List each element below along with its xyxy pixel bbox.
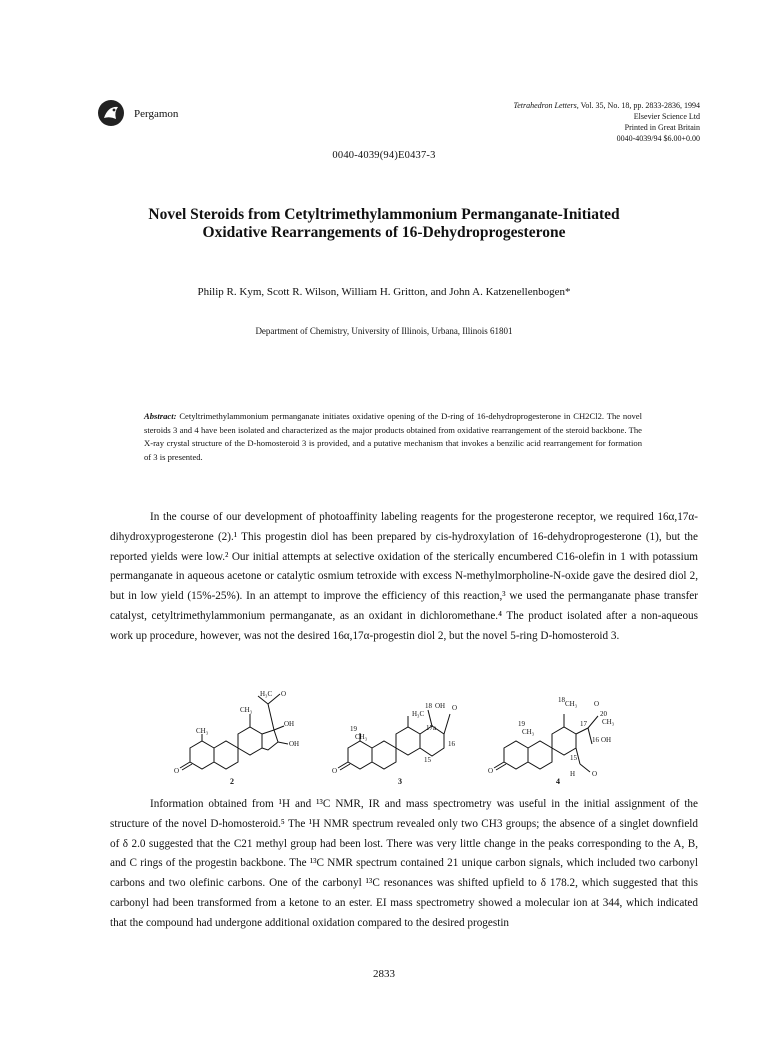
journal-citation [514, 100, 700, 111]
s2-o: O [281, 690, 287, 698]
body-paragraph-2 [110, 795, 698, 934]
abstract-label: Abstract: [144, 411, 177, 421]
s3-19: 19 [350, 725, 357, 733]
s3-17a: 17a [426, 724, 437, 732]
s4-18: 18 [558, 696, 565, 704]
s4-ch3b: CH₃ [522, 728, 535, 736]
publisher-line: Elsevier Science Ltd [633, 112, 700, 121]
paper-title [60, 206, 708, 242]
publisher-name: Pergamon [134, 108, 179, 120]
doi-code: 0040-4039(94)E0437-3 [332, 150, 436, 161]
s4-17: 17 [580, 720, 587, 728]
compound-label-3: 3 [398, 777, 402, 786]
chemical-structures-figure [160, 676, 630, 788]
s3-16: 16 [448, 740, 455, 748]
s3-o: O [452, 704, 458, 712]
carbonyl-o-3: O [332, 767, 338, 775]
carbonyl-o-4: O [488, 767, 494, 775]
compound-label-4: 4 [556, 777, 560, 786]
title-line-1: Novel Steroids from Cetyltrimethylammonium Permanganate-Initiated [148, 206, 620, 223]
s4-19: 19 [518, 720, 525, 728]
journal-meta [514, 100, 700, 144]
s3-oh: OH [435, 702, 446, 710]
s2-ch3: CH₃ [240, 706, 253, 714]
journal-volume: Vol. 35, No. 18, pp. 2833-2836, 1994 [578, 101, 700, 110]
title-line-2: Oxidative Rearrangements of 16-Dehydroprogesterone [202, 224, 566, 241]
printed-line: Printed in Great Britain [624, 123, 700, 132]
page-number: 2833 [373, 968, 395, 980]
s4-16: 16 [592, 736, 599, 744]
carbonyl-o-2: O [174, 767, 180, 775]
abstract [144, 410, 642, 464]
issn-price-line: 0040-4039/94 $6.00+0.00 [616, 134, 700, 143]
s4-o: O [594, 700, 600, 708]
s3-h3c: H₃C [412, 710, 425, 718]
s4-15: 15 [570, 754, 577, 762]
s4-ch3c: CH₃ [602, 718, 615, 726]
pergamon-logo [96, 98, 126, 128]
compound-label-2: 2 [230, 777, 234, 786]
s4-h: H [570, 770, 576, 778]
s2-h3c: H₃C [260, 690, 273, 698]
s4-oh: OH [601, 736, 612, 744]
paragraph-text: In the course of our development of photoaffinity labeling reagents for the progesterone receptor, we required 16α,17α-dihydroxyprogesterone (2).¹ This progestin diol has been prepared by cis-hydroxylation of 16-dehydroprogesterone (1), but the reported yields were low.² Our initial attempts at selective oxidation of the sterically encumbered C16-olefin in 1 with potassium permanganate in aqueous acetone or catalytic osmium tetroxide with excess N-methylmorpholine-N-oxide gave the desired diol 2, but in low yield (15%-25%). In an attempt to improve the efficiency of this reaction,³ we used the permanganate phase transfer catalyst, cetyltrimethylammonium permanganate, as an oxidant in dichloromethane.⁴ The product isolated after a non-aqueous work up procedure, however, was not the desired 16α,17α-progestin diol 2, but the novel 5-ring D-homosteroid 3. [110, 511, 698, 642]
s2-ch3b: CH₃ [196, 727, 209, 735]
s3-ch3: CH₃ [355, 733, 368, 741]
s4-o2: O [592, 770, 598, 778]
s2-oh2: OH [289, 740, 300, 748]
journal-name: Tetrahedron Letters, [513, 101, 579, 110]
paragraph-text: Information obtained from ¹H and ¹³C NMR, IR and mass spectrometry was useful in the initial assignment of the structure of the novel D-homosteroid.⁵ The ¹H NMR spectrum revealed only two CH3 groups; the absence of a singlet downfield of δ 2.0 suggested that the C21 methyl group had been lost. There was very little change in the peaks corresponding to the A, B, and C rings of the progestin backbone. The ¹³C NMR spectrum contained 21 unique carbon signals, which included two carbonyl carbons and two olefinic carbons. One of the carbonyl ¹³C resonances was shifted upfield to δ 178.2, which suggested that this carbonyl had been transformed from a ketone to an ester. EI mass spectrometry showed a molecular ion at 344, which indicated that the compound had undergone additional oxidation compared to the desired progestin [110, 798, 698, 929]
s4-20: 20 [600, 710, 607, 718]
affiliation: Department of Chemistry, University of Illinois, Urbana, Illinois 61801 [255, 326, 513, 336]
s4-ch3a: CH₃ [565, 700, 578, 708]
author-list: Philip R. Kym, Scott R. Wilson, William H. Gritton, and John A. Katzenellenbogen* [197, 286, 571, 298]
abstract-text: Cetyltrimethylammonium permanganate initiates oxidative opening of the D-ring of 16-dehydroprogesterone in CH2Cl2. The novel steroids 3 and 4 have been isolated and characterized as the major products obtained from oxidative rearrangement of the steroid backbone. The X-ray crystal structure of the D-homosteroid 3 is provided, and a putative mechanism that invokes a benzilic acid rearrangement for formation of 3 is presented. [144, 411, 642, 462]
s3-18: 18 [425, 702, 432, 710]
s2-oh1: OH [284, 720, 295, 728]
s3-15: 15 [424, 756, 431, 764]
body-paragraph-1 [110, 508, 698, 647]
